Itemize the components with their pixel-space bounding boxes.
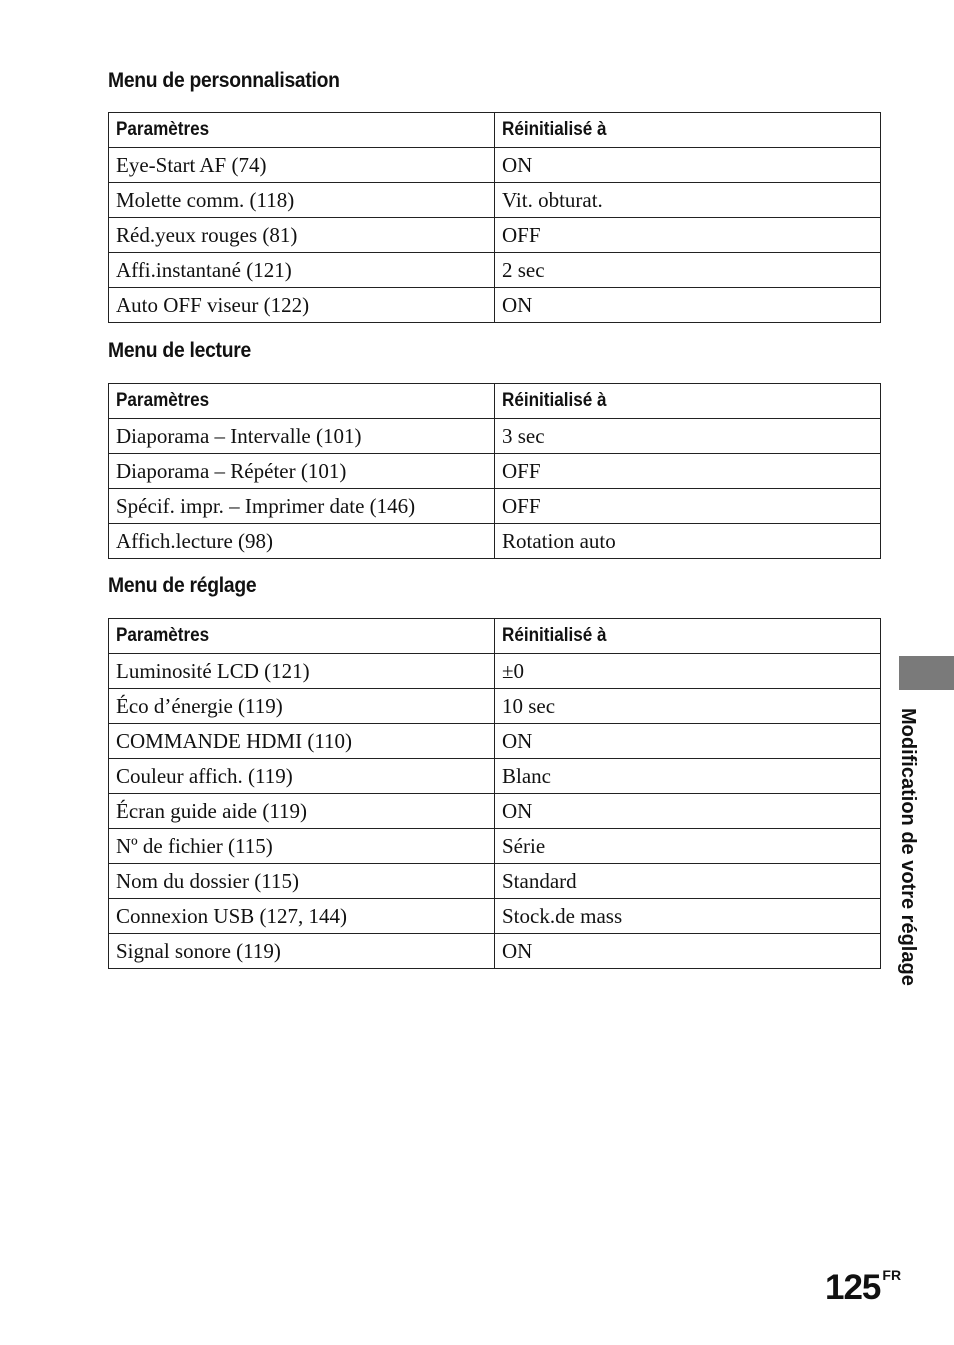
table-row [109, 489, 881, 524]
param-cell: Molette comm. (118) [109, 183, 495, 218]
table-row [109, 934, 881, 969]
value-cell: 2 sec [495, 253, 881, 288]
table-row [109, 183, 881, 218]
param-cell: Réd.yeux rouges (81) [109, 218, 495, 253]
page-number-value: 125 [825, 1268, 881, 1307]
value-cell: ±0 [495, 654, 881, 689]
table-row [109, 253, 881, 288]
page-language-code: FR [882, 1267, 902, 1284]
section-personnalisation [108, 64, 881, 323]
param-cell: Couleur affich. (119) [109, 759, 495, 794]
column-header-parametres: Paramètres [109, 384, 495, 419]
table-row [109, 689, 881, 724]
param-cell: Signal sonore (119) [109, 934, 495, 969]
value-cell: ON [495, 288, 881, 323]
value-cell: Stock.de mass [495, 899, 881, 934]
column-header-reinitialise: Réinitialisé à [495, 113, 881, 148]
chapter-side-title: Modification de votre réglage [897, 708, 919, 986]
value-cell: ON [495, 148, 881, 183]
column-header-reinitialise: Réinitialisé à [495, 384, 881, 419]
table-header-row [109, 384, 881, 419]
table-row [109, 829, 881, 864]
value-cell: 3 sec [495, 419, 881, 454]
table-row [109, 654, 881, 689]
param-cell: Diaporama – Intervalle (101) [109, 419, 495, 454]
value-cell: ON [495, 794, 881, 829]
value-cell: OFF [495, 489, 881, 524]
table-header-row [109, 113, 881, 148]
settings-table [108, 383, 881, 559]
value-cell: ON [495, 724, 881, 759]
value-cell: ON [495, 934, 881, 969]
value-cell: Série [495, 829, 881, 864]
param-cell: Connexion USB (127, 144) [109, 899, 495, 934]
value-cell: OFF [495, 218, 881, 253]
section-lecture [108, 334, 881, 559]
table-row [109, 454, 881, 489]
table-row [109, 724, 881, 759]
table-row [109, 419, 881, 454]
param-cell: Spécif. impr. – Imprimer date (146) [109, 489, 495, 524]
param-cell: Affich.lecture (98) [109, 524, 495, 559]
param-cell: Éco d’énergie (119) [109, 689, 495, 724]
table-header-row [109, 619, 881, 654]
chapter-tab-marker [899, 656, 954, 690]
table-row [109, 218, 881, 253]
table-row [109, 864, 881, 899]
param-cell: Nom du dossier (115) [109, 864, 495, 899]
table-row [109, 288, 881, 323]
column-header-reinitialise: Réinitialisé à [495, 619, 881, 654]
table-row [109, 794, 881, 829]
section-title: Menu de réglage [108, 574, 257, 597]
section-reglage [108, 569, 881, 969]
column-header-parametres: Paramètres [109, 619, 495, 654]
table-row [109, 899, 881, 934]
param-cell: Diaporama – Répéter (101) [109, 454, 495, 489]
table-row [109, 759, 881, 794]
value-cell: OFF [495, 454, 881, 489]
settings-table [108, 112, 881, 323]
column-header-parametres: Paramètres [109, 113, 495, 148]
table-row [109, 524, 881, 559]
value-cell: Vit. obturat. [495, 183, 881, 218]
page-number [825, 1268, 901, 1308]
param-cell: Auto OFF viseur (122) [109, 288, 495, 323]
param-cell: Nº de fichier (115) [109, 829, 495, 864]
value-cell: Blanc [495, 759, 881, 794]
section-title: Menu de lecture [108, 339, 251, 362]
param-cell: COMMANDE HDMI (110) [109, 724, 495, 759]
value-cell: Standard [495, 864, 881, 899]
section-title: Menu de personnalisation [108, 69, 340, 92]
param-cell: Eye-Start AF (74) [109, 148, 495, 183]
value-cell: Rotation auto [495, 524, 881, 559]
param-cell: Luminosité LCD (121) [109, 654, 495, 689]
table-row [109, 148, 881, 183]
value-cell: 10 sec [495, 689, 881, 724]
param-cell: Affi.instantané (121) [109, 253, 495, 288]
settings-table [108, 618, 881, 969]
param-cell: Écran guide aide (119) [109, 794, 495, 829]
